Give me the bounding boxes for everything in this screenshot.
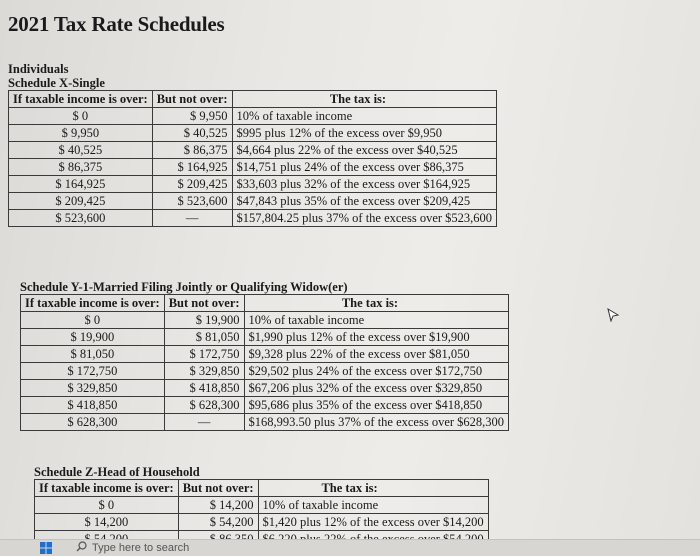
header-over: If taxable income is over: [35,480,179,497]
cell-tax: 10% of taxable income [258,497,488,514]
schedule-x [8,62,497,227]
cell-over: $ 0 [9,108,153,125]
taskbar [0,539,700,556]
cell-over: $ 209,425 [9,193,153,210]
header-not-over: But not over: [178,480,258,497]
schedule-x-table [8,90,497,227]
taskbar-search-input[interactable] [76,541,276,555]
cell-over: $ 81,050 [21,346,165,363]
cell-tax: 10% of taxable income [244,312,509,329]
schedule-y1-table [20,294,509,431]
cell-over: $ 19,900 [21,329,165,346]
cell-tax: 10% of taxable income [232,108,497,125]
schedule-x-heading2: Schedule X-Single [8,76,105,90]
schedule-x-heading1: Individuals [8,62,69,76]
cell-not-over: — [152,210,232,227]
cell-tax: $157,804.25 plus 37% of the excess over $523,600 [232,210,497,227]
cell-over: $ 40,525 [9,142,153,159]
cell-tax: $1,420 plus 12% of the excess over $14,200 [258,514,488,531]
cell-over: $ 0 [21,312,165,329]
cell-not-over: $ 172,750 [164,346,244,363]
cell-not-over: $ 81,050 [164,329,244,346]
cell-not-over: — [164,414,244,431]
header-tax: The tax is: [244,295,509,312]
cell-tax: $4,664 plus 22% of the excess over $40,525 [232,142,497,159]
cell-not-over: $ 14,200 [178,497,258,514]
table-row [21,414,509,431]
table-row [21,363,509,380]
schedule-y1 [20,280,509,431]
cell-over: $ 172,750 [21,363,165,380]
cell-not-over: $ 164,925 [152,159,232,176]
table-row [9,159,497,176]
cell-tax: $29,502 plus 24% of the excess over $172,750 [244,363,509,380]
cell-over: $ 14,200 [35,514,179,531]
table-header-row [21,295,509,312]
table-row [21,397,509,414]
header-not-over: But not over: [164,295,244,312]
page-title: 2021 Tax Rate Schedules [8,12,225,36]
cell-over: $ 523,600 [9,210,153,227]
cell-tax: $47,843 plus 35% of the excess over $209,425 [232,193,497,210]
cell-not-over: $ 86,375 [152,142,232,159]
header-not-over: But not over: [152,91,232,108]
cell-tax: $995 plus 12% of the excess over $9,950 [232,125,497,142]
table-header-row [35,480,489,497]
table-header-row [9,91,497,108]
cell-tax: $95,686 plus 35% of the excess over $418,850 [244,397,509,414]
cell-over: $ 86,375 [9,159,153,176]
table-row [9,108,497,125]
schedule-z-heading: Schedule Z-Head of Household [34,465,200,479]
table-row [21,312,509,329]
search-placeholder: Type here to search [92,542,190,554]
table-row [21,329,509,346]
table-row [35,514,489,531]
table-row [9,142,497,159]
windows-start-icon[interactable] [40,542,52,554]
cell-tax: $9,328 plus 22% of the excess over $81,050 [244,346,509,363]
header-over: If taxable income is over: [9,91,153,108]
schedule-z-table [34,479,489,548]
header-over: If taxable income is over: [21,295,165,312]
cell-not-over: $ 523,600 [152,193,232,210]
cell-over: $ 628,300 [21,414,165,431]
table-row [9,125,497,142]
cell-not-over: $ 418,850 [164,380,244,397]
table-row [35,497,489,514]
cell-not-over: $ 209,425 [152,176,232,193]
cell-tax: $1,990 plus 12% of the excess over $19,900 [244,329,509,346]
header-tax: The tax is: [232,91,497,108]
cell-tax: $33,603 plus 32% of the excess over $164,925 [232,176,497,193]
table-row [9,193,497,210]
cell-over: $ 329,850 [21,380,165,397]
cell-over: $ 9,950 [9,125,153,142]
cell-over: $ 418,850 [21,397,165,414]
cell-tax: $168,993.50 plus 37% of the excess over $628,300 [244,414,509,431]
schedule-z [34,465,489,548]
cell-not-over: $ 9,950 [152,108,232,125]
cell-tax: $67,206 plus 32% of the excess over $329,850 [244,380,509,397]
mouse-cursor-icon [606,308,620,322]
cell-over: $ 0 [35,497,179,514]
cell-not-over: $ 54,200 [178,514,258,531]
cell-not-over: $ 628,300 [164,397,244,414]
search-icon [76,541,87,552]
cell-not-over: $ 329,850 [164,363,244,380]
table-row [9,210,497,227]
schedule-y1-heading: Schedule Y-1-Married Filing Jointly or Qualifying Widow(er) [20,280,348,294]
table-row [9,176,497,193]
cell-not-over: $ 19,900 [164,312,244,329]
header-tax: The tax is: [258,480,488,497]
cell-not-over: $ 40,525 [152,125,232,142]
cell-over: $ 164,925 [9,176,153,193]
table-row [21,380,509,397]
cell-tax: $14,751 plus 24% of the excess over $86,375 [232,159,497,176]
table-row [21,346,509,363]
